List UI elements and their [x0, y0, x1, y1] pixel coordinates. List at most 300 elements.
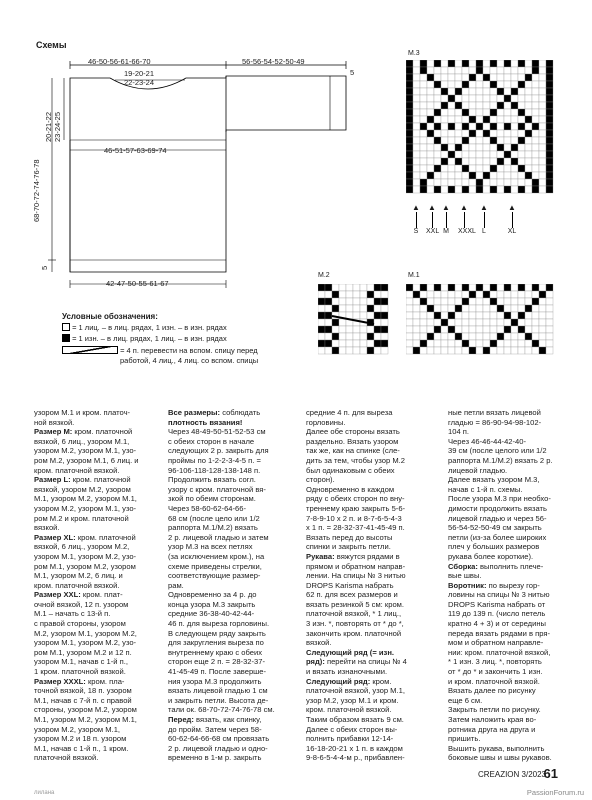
text-line: (за исключением кром.), на [168, 551, 265, 561]
chart-cell [406, 130, 413, 137]
chart-cell [462, 347, 469, 354]
chart-cell [406, 305, 413, 312]
chart-cell [434, 186, 441, 193]
chart-cell [420, 102, 427, 109]
chart-cell [406, 333, 413, 340]
chart-cell [518, 319, 525, 326]
chart-cell [374, 312, 381, 319]
text-line: Вышить рукава, выполнить [448, 743, 545, 753]
chart-cell [525, 312, 532, 319]
chart-cell [413, 319, 420, 326]
chart-cell [511, 158, 518, 165]
chart-cell [434, 172, 441, 179]
chart-cell [511, 333, 518, 340]
chart-cell [434, 158, 441, 165]
chart-cell [448, 172, 455, 179]
chart-cell [469, 137, 476, 144]
chart-cell [332, 333, 339, 340]
chart-cell [462, 333, 469, 340]
chart-cell [448, 284, 455, 291]
chart-cell [511, 137, 518, 144]
chart-cell [346, 333, 353, 340]
chart-cell [406, 109, 413, 116]
chart-cell [434, 137, 441, 144]
text-line: с правой стороны, узором [34, 619, 126, 629]
chest-width-label: 46-51-57-63-69-74 [104, 146, 167, 155]
text-line: Закрыть петли по рисунку. [448, 705, 541, 715]
chart-cell [441, 81, 448, 88]
text-line: В следующем ряду закрыть [168, 628, 266, 638]
chart-cell [518, 109, 525, 116]
chart-cell [483, 333, 490, 340]
chart-cell [511, 340, 518, 347]
chart-cell [469, 179, 476, 186]
chart-cell [462, 298, 469, 305]
chart-cell [420, 95, 427, 102]
chart-cell [427, 305, 434, 312]
arrow-up-icon: ▲ [508, 203, 516, 212]
chart-cell [483, 151, 490, 158]
chart-cell [420, 179, 427, 186]
chart-cell [346, 340, 353, 347]
chart-cell [469, 116, 476, 123]
chart-cell [469, 319, 476, 326]
chart-cell [462, 123, 469, 130]
chart-cell [483, 95, 490, 102]
chart-cell [539, 326, 546, 333]
chart-cell [441, 151, 448, 158]
chart-cell [532, 284, 539, 291]
armhole-depth-label-1: 20-21-22 [44, 111, 53, 142]
chart-cell [420, 130, 427, 137]
chart-cell [434, 95, 441, 102]
chart-cell [532, 116, 539, 123]
chart-cell [539, 319, 546, 326]
text-line: кром. платочной вязкой. [306, 705, 392, 715]
text-line: Воротник: по вырезу гор- [448, 580, 540, 590]
chart-cell [532, 291, 539, 298]
chart-cell [462, 284, 469, 291]
chart-cell [504, 158, 511, 165]
text-line: ловины на спицы № 3 нитью [448, 590, 550, 600]
chart-cell [476, 130, 483, 137]
chart-cell [448, 347, 455, 354]
text-line: боковые швы и швы рукавов. [448, 753, 552, 763]
chart-cell [374, 347, 381, 354]
text-line: узор М.2, узор М.1 и кром. [306, 695, 399, 705]
chart-cell [434, 81, 441, 88]
text-line: Рукава: вяжутся рядами в [306, 551, 400, 561]
chart-cell [455, 67, 462, 74]
chart-cell [367, 340, 374, 347]
chart-cell [546, 347, 553, 354]
chart-cell [511, 165, 518, 172]
chart-cell [497, 284, 504, 291]
chart-cell [511, 88, 518, 95]
chart-cell [462, 291, 469, 298]
chart-cell [539, 130, 546, 137]
chart-cell [346, 298, 353, 305]
chart-cell [434, 326, 441, 333]
chart-cell [539, 109, 546, 116]
chart-cell [427, 291, 434, 298]
chart-cell [546, 333, 553, 340]
chart-cell [413, 347, 420, 354]
chart-cell [462, 109, 469, 116]
chart-cell [441, 144, 448, 151]
chart-cell [497, 60, 504, 67]
chart-cell [497, 305, 504, 312]
chart-cell [532, 333, 539, 340]
chart-cell [504, 326, 511, 333]
text-line: М.1, начав с 1-й п., 1 кром. [34, 743, 129, 753]
chart-cell [448, 312, 455, 319]
chart-cell [441, 305, 448, 312]
chart-cell [525, 116, 532, 123]
chart-cell [469, 60, 476, 67]
text-line: горловины. [306, 417, 346, 427]
size-label: XXL [426, 228, 440, 235]
chart-cell [420, 305, 427, 312]
chart-cell [406, 291, 413, 298]
chart-cell [504, 312, 511, 319]
chart-cell [504, 172, 511, 179]
chart-cell [332, 298, 339, 305]
chart-cell [518, 74, 525, 81]
chart-cell [504, 67, 511, 74]
chart-cell [476, 305, 483, 312]
chart-cell [490, 81, 497, 88]
chart-cell [455, 137, 462, 144]
text-line: 60-62-64-66-68 см провязать [168, 734, 270, 744]
chart-cell [427, 130, 434, 137]
chart-cell [497, 109, 504, 116]
chart-cell [434, 144, 441, 151]
chart-cell [525, 179, 532, 186]
chart-cell [367, 326, 374, 333]
chart-cell [469, 109, 476, 116]
chart-cell [469, 172, 476, 179]
text-line: М.1, узором М.2, 6 лиц. и [34, 571, 123, 581]
chart-cell [525, 67, 532, 74]
text-line: начав с 1-й п. схемы. [448, 484, 523, 494]
chart-cell [497, 298, 504, 305]
text-line: узором М.1, начав с 1-й п., [34, 657, 128, 667]
chart-cell [381, 291, 388, 298]
chart-cell [455, 305, 462, 312]
chart-cell [462, 340, 469, 347]
text-line: * 1 изн. 3 лиц. *, повторять [448, 657, 542, 667]
chart-cell [490, 116, 497, 123]
text-line: временно в 1-м р. закрыть [168, 753, 262, 763]
chart-cell [413, 340, 420, 347]
chart-cell [427, 102, 434, 109]
chart-cell [455, 116, 462, 123]
text-line: точной вязкой, 18 п. узором [34, 686, 132, 696]
text-line: вязкой, 6 лиц., узором М.1, [34, 436, 130, 446]
chart-cell [434, 130, 441, 137]
text-line: лении. На спицы № 3 нитью [306, 571, 406, 581]
chart-cell [427, 88, 434, 95]
chart-cell [546, 109, 553, 116]
chart-cell [353, 298, 360, 305]
chart-cell [511, 60, 518, 67]
chart-cell [476, 144, 483, 151]
text-line: средние 36-38-40-42-44- [168, 609, 255, 619]
text-line: лицевой гладью. [448, 465, 508, 475]
chart-cell [441, 326, 448, 333]
chart-cell [518, 67, 525, 74]
chart-cell [476, 151, 483, 158]
chart-cell [413, 95, 420, 102]
chart-cell [497, 123, 504, 130]
chart-cell [511, 109, 518, 116]
chart-cell [420, 326, 427, 333]
chart-cell [525, 319, 532, 326]
chart-cell [325, 305, 332, 312]
text-line: и вязать изнаночными. [306, 667, 388, 677]
chart-cell [532, 158, 539, 165]
chart-cell [532, 67, 539, 74]
legend-row-purl [62, 334, 227, 343]
chart-cell [318, 333, 325, 340]
chart-cell [318, 347, 325, 354]
cable-symbol-icon [62, 346, 118, 354]
chart-cell [448, 81, 455, 88]
chart-cell [532, 130, 539, 137]
chart-cell [455, 109, 462, 116]
chart-cell [406, 326, 413, 333]
chart-cell [504, 291, 511, 298]
chart-cell [490, 312, 497, 319]
chart-cell [455, 298, 462, 305]
chart-cell [539, 60, 546, 67]
chart-cell [413, 186, 420, 193]
chart-cell [546, 67, 553, 74]
chart-cell [497, 333, 504, 340]
chart-cell [413, 333, 420, 340]
size-arrow [410, 204, 422, 235]
chart-cell [441, 319, 448, 326]
chart-cell [441, 291, 448, 298]
size-arrow [458, 203, 476, 235]
text-line: Перед: вязать, как спинку, [168, 715, 262, 724]
chart-cell [546, 81, 553, 88]
chart-cell [511, 151, 518, 158]
chart-cell [441, 102, 448, 109]
chart-cell [325, 291, 332, 298]
chart-cell [448, 102, 455, 109]
chart-cell [518, 340, 525, 347]
chart-cell [532, 95, 539, 102]
chart-cell [511, 67, 518, 74]
chart-cell [441, 298, 448, 305]
chart-cell [518, 284, 525, 291]
chart-cell [406, 137, 413, 144]
black-square-icon [62, 334, 70, 342]
chart-cell [476, 109, 483, 116]
chart-cell [490, 109, 497, 116]
chart-cell [353, 340, 360, 347]
chart-cell [546, 60, 553, 67]
chart-cell [318, 305, 325, 312]
chart-cell [490, 340, 497, 347]
chart-cell [413, 165, 420, 172]
chart-cell [469, 291, 476, 298]
chart-cell [448, 137, 455, 144]
chart-cell [339, 284, 346, 291]
chart-cell [353, 312, 360, 319]
text-line: полнить прибавки 12-14- [306, 734, 394, 744]
chart-cell [483, 305, 490, 312]
chart-cell [497, 158, 504, 165]
chart-m3 [406, 60, 556, 200]
chart-cell [483, 291, 490, 298]
text-line: Далее вязать узором М.3, [448, 475, 540, 485]
chart-cell [518, 81, 525, 88]
text-line: следующих 2 р. закрыть для [168, 446, 269, 456]
chart-cell [483, 60, 490, 67]
chart-cell [469, 165, 476, 172]
chart-cell [448, 60, 455, 67]
text-line: Одновременно в каждом [306, 484, 395, 494]
chart-cell [546, 165, 553, 172]
chart-cell [483, 298, 490, 305]
text-line: и кром. платочной вязкой. [448, 676, 540, 686]
text-line: 2 р. лицевой гладью и затем [168, 532, 269, 542]
chart-cell [360, 312, 367, 319]
size-label: XL [507, 228, 517, 235]
chart-cell [406, 88, 413, 95]
chart-cell [413, 326, 420, 333]
chart-cell [504, 319, 511, 326]
text-line: DROPS Karisma набрать [306, 580, 394, 590]
text-line: лицевой гладью и через 56- [448, 513, 547, 523]
text-line: платочной вязкой. [34, 753, 99, 763]
chart-cell [462, 172, 469, 179]
chart-cell [483, 312, 490, 319]
chart-cell [427, 109, 434, 116]
text-line: Следующий ряд (= изн. [306, 647, 395, 657]
chart-cell [367, 305, 374, 312]
chart-cell [546, 284, 553, 291]
chart-cell [318, 291, 325, 298]
chart-cell [427, 333, 434, 340]
chart-cell [539, 179, 546, 186]
chart-cell [420, 67, 427, 74]
chart-cell [483, 172, 490, 179]
chart-cell [511, 312, 518, 319]
chart-cell [469, 102, 476, 109]
text-column-2 [168, 408, 300, 763]
chart-cell [469, 158, 476, 165]
chart-cell [448, 95, 455, 102]
instructions-text [34, 408, 574, 786]
chart-cell [504, 130, 511, 137]
chart-cell [420, 137, 427, 144]
chart-cell [539, 67, 546, 74]
chart-cell [469, 284, 476, 291]
size-label: XXXL [458, 228, 476, 235]
chart-cell [518, 305, 525, 312]
chart-cell [406, 81, 413, 88]
chart-cell [511, 123, 518, 130]
chart-cell [483, 109, 490, 116]
text-line: 96-106-118-128-138-148 п. [168, 465, 261, 475]
chart-cell [511, 144, 518, 151]
text-line: Таким образом вязать 9 см. [306, 715, 404, 724]
chart-cell [455, 123, 462, 130]
chart-cell [360, 291, 367, 298]
text-line: узором М.2 и 18 п. узором [34, 734, 127, 744]
chart-cell [339, 298, 346, 305]
chart-cell [518, 137, 525, 144]
chart-cell [381, 340, 388, 347]
chart-cell [325, 340, 332, 347]
chart-cell [497, 116, 504, 123]
text-line: ряд): перейти на спицы № 4 [306, 657, 407, 667]
chart-cell [374, 333, 381, 340]
chart-cell [441, 340, 448, 347]
hem-width-label: 42-47-50-55-61-67 [106, 279, 169, 288]
chart-cell [546, 305, 553, 312]
chart-cell [434, 88, 441, 95]
chart-cell [525, 130, 532, 137]
text-line: пришить. [448, 734, 481, 744]
text-line: М.1, узором М.2, узором М.1, [34, 715, 137, 724]
text-column-4 [448, 408, 576, 763]
chart-cell [413, 179, 420, 186]
chart-cell [546, 298, 553, 305]
chart-cell [406, 186, 413, 193]
chart-cell [532, 186, 539, 193]
chart-cell [427, 165, 434, 172]
chart-cell [406, 67, 413, 74]
chart-cell [497, 95, 504, 102]
chart-cell [448, 319, 455, 326]
chart-cell [420, 333, 427, 340]
chart-cell [413, 312, 420, 319]
text-line: от * до * и закончить 1 изн. [448, 667, 543, 677]
chart-cell [532, 179, 539, 186]
chart-cell [532, 137, 539, 144]
chart-cell [490, 179, 497, 186]
chart-cell [483, 137, 490, 144]
text-line: Одновременно за 4 р. до [168, 590, 257, 600]
chart-cell [497, 172, 504, 179]
text-line: так же, как на спинке (сле- [306, 446, 400, 456]
chart-cell [511, 130, 518, 137]
chart-cell [469, 123, 476, 130]
chart-cell [546, 116, 553, 123]
chart-cell [532, 319, 539, 326]
chart-cell [511, 179, 518, 186]
chart-cell [525, 298, 532, 305]
chart-m3-label: М.3 [408, 50, 420, 57]
chart-cell [332, 284, 339, 291]
chart-cell [518, 326, 525, 333]
chart-cell [318, 284, 325, 291]
chart-cell [539, 88, 546, 95]
chart-cell [367, 298, 374, 305]
chart-cell [360, 333, 367, 340]
chart-cell [427, 298, 434, 305]
chart-cell [539, 102, 546, 109]
text-line: зкой по обеим сторонам. [168, 494, 256, 504]
chart-cell [406, 74, 413, 81]
chart-cell [360, 347, 367, 354]
chart-cell [427, 60, 434, 67]
